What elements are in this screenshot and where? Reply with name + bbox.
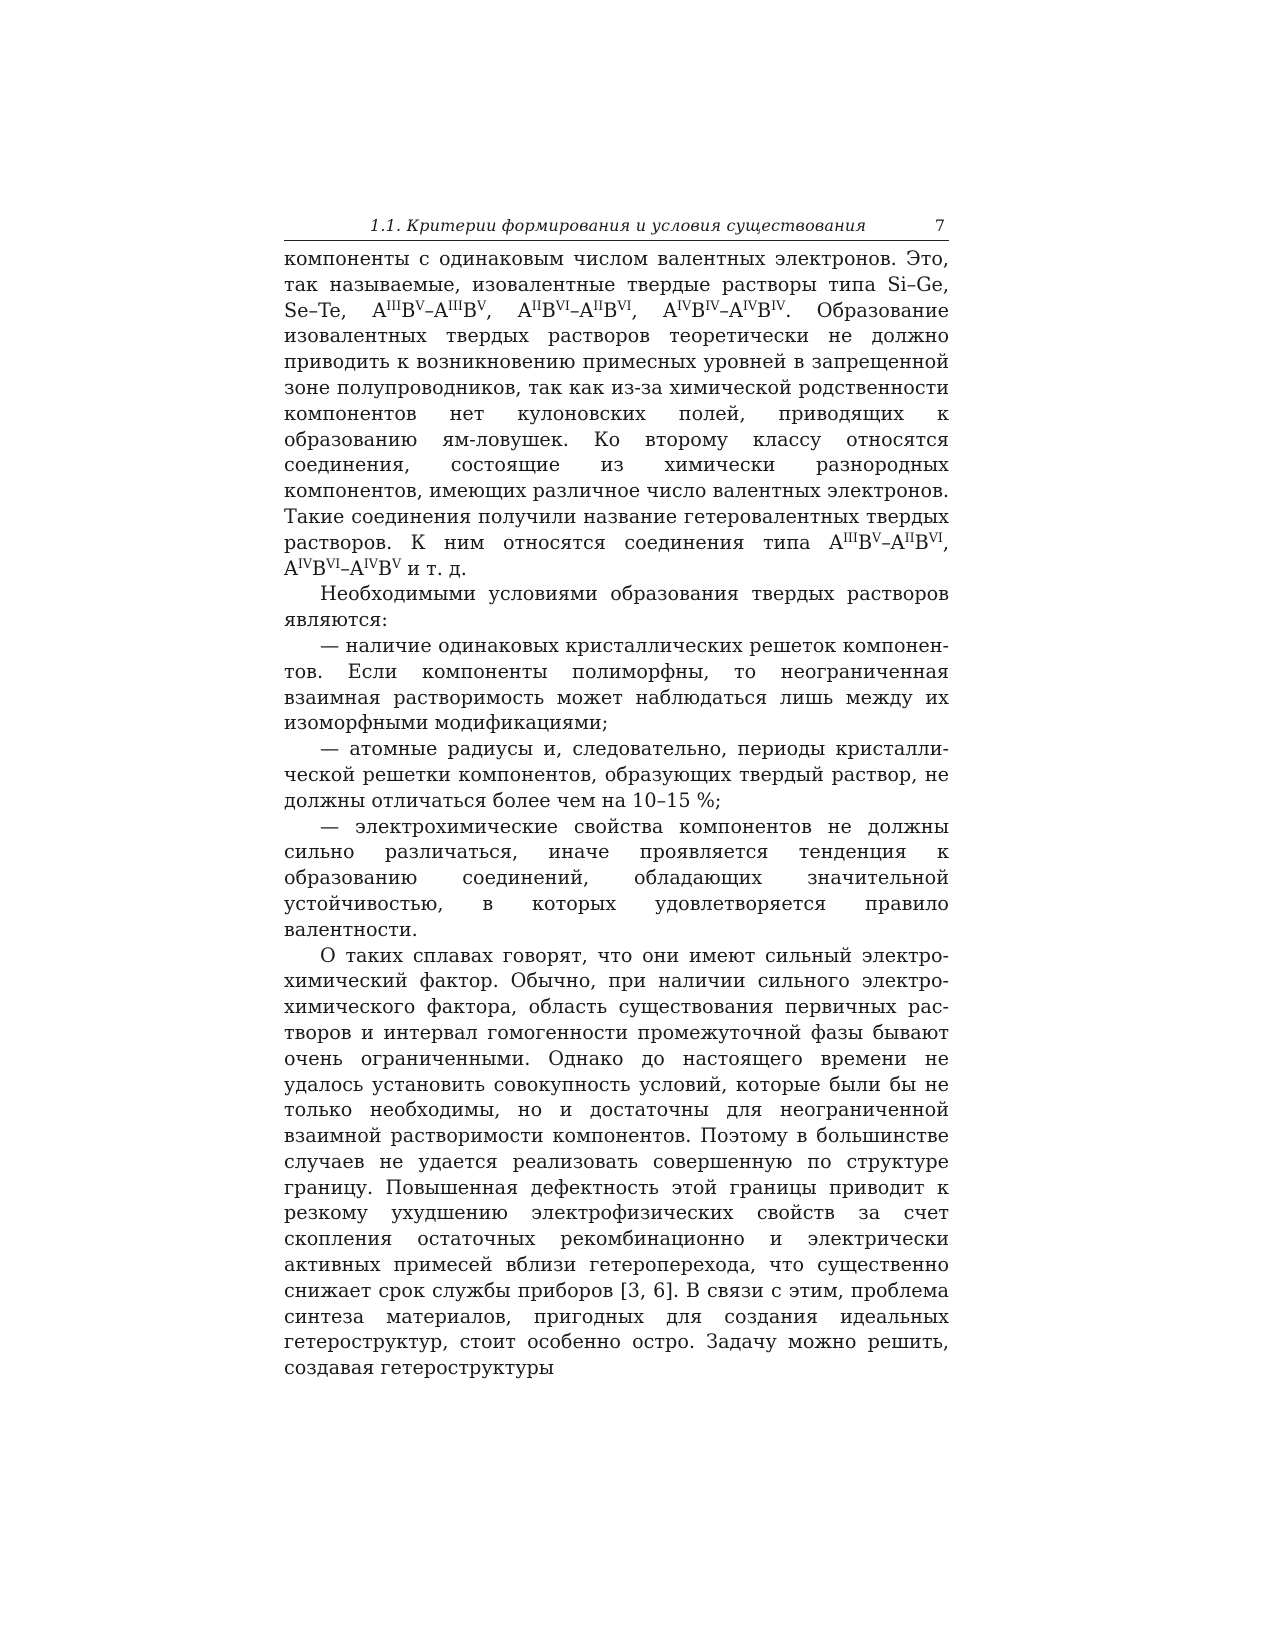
formula-a3b5: $A^{III}B^V-A^{III}B^V$ <box>372 297 487 322</box>
paragraph-isovalent: компоненты с одинаковым числом валентных электронов. Это, так называемые, изовалентные твердые растворы типа Si–Ge, Se–Te, $A^{III}B^V-A^{III}B^V$, $A^{II}B^{VI}-A^{II}B^{VI}$, $A^{IV}B^{IV}-A^{IV}B^{IV}$. Образование изовалентных твердых растворов теоретически не должно приводить к возникновению примесных уровней в запрещенной зоне полупроводников, так как из-за химической родственности компонентов нет кулоновских полей, приводящих к образованию ям-ловушек. Ко второму классу относятся соединения, состоящие из химически разнородных компонентов, имеющих различное число валентных электронов. Такие соединения получили название гетеровалентных твердых растворов. К ним относятся соединения типа $A^{III}B^V-A^{II}B^{VI}$, $A^{IV}B^{VI}-A^{IV}B^V$ и т. д. <box>284 247 949 580</box>
running-header <box>284 212 949 241</box>
condition-item: — наличие одинаковых кристаллических решеток компонентов. Если компоненты полиморфны, то неограниченная взаимная растворимость может наблюдаться лишь между их изоморфными модификациями; <box>284 633 949 735</box>
paragraph-text: компоненты с одинаковым числом валентных электронов. Это, так называемые, изовалентные твердые растворы типа Si–Ge, Se–Te, <box>284 247 949 322</box>
formula-a4b6-a4b5: $A^{IV}B^{VI}-A^{IV}B^V$ <box>284 555 402 580</box>
body-text <box>284 246 949 1381</box>
paragraph-text: . Образование изовалентных твердых растворов теоретически не должно приводить к возникновению примесных уровней в запрещенной зоне полупроводников, так как из-за химической родственности компонентов нет кулоновских полей, приводящих к образованию ям-ловушек. Ко второму классу относятся соединения, состоящие из химически разнородных компонентов, имеющих различное число валентных электронов. Такие соединения получили название гетеровалентных твердых растворов. К ним относятся соединения типа <box>284 298 949 554</box>
paragraph-conditions-intro: Необходимыми условиями образования твердых растворов являются: <box>284 582 949 632</box>
book-page <box>284 212 949 1381</box>
formula-a2b6: $A^{II}B^{VI}-A^{II}B^{VI}$ <box>517 297 632 322</box>
paragraph-electrochemical: О таких сплавах говорят, что они имеют сильный электрохимический фактор. Обычно, при наличии сильного электрохимического фактора, область существования первичных растворов и интервал гомогенности промежуточной фазы бывают очень ограниченными. Однако до настоящего времени не удалось установить совокупность условий, которые были бы не только необходимы, но и достаточны для неограниченной взаимной растворимости компонентов. Поэтому в большинстве случаев не удается реализовать совершенную по структуре границу. Повышенная дефектность этой границы приводит к резкому ухудшению электрофизических свойств за счет скопления остаточных рекомбинационно и электрически активных примесей вблизи гетероперехода, что существенно снижает срок службы приборов [3, 6]. В связи с этим, проблема синтеза материалов, пригодных для создания идеальных гетероструктур, стоит особенно остро. Задачу можно решить, создавая гетероструктуры <box>284 943 949 1380</box>
condition-item: — атомные радиусы и, следовательно, периоды кристаллической решетки компонентов, образующих твердый раствор, не должны отличаться более чем на 10–15 %; <box>284 737 949 812</box>
formula-a4b4: $A^{IV}B^{IV}-A^{IV}B^{IV}$ <box>663 297 786 322</box>
section-title: 1.1. Критерии формирования и условия существования <box>370 216 867 235</box>
formula-a3b5-a2b6: $A^{III}B^V-A^{II}B^{VI}$ <box>829 529 943 554</box>
condition-item: — электрохимические свойства компонентов не должны сильно различаться, иначе проявляется тенденция к образованию соединений, обладающих значительной устойчивостью, в которых удовлетворяется правило валентности. <box>284 814 949 941</box>
page-number: 7 <box>934 216 945 235</box>
